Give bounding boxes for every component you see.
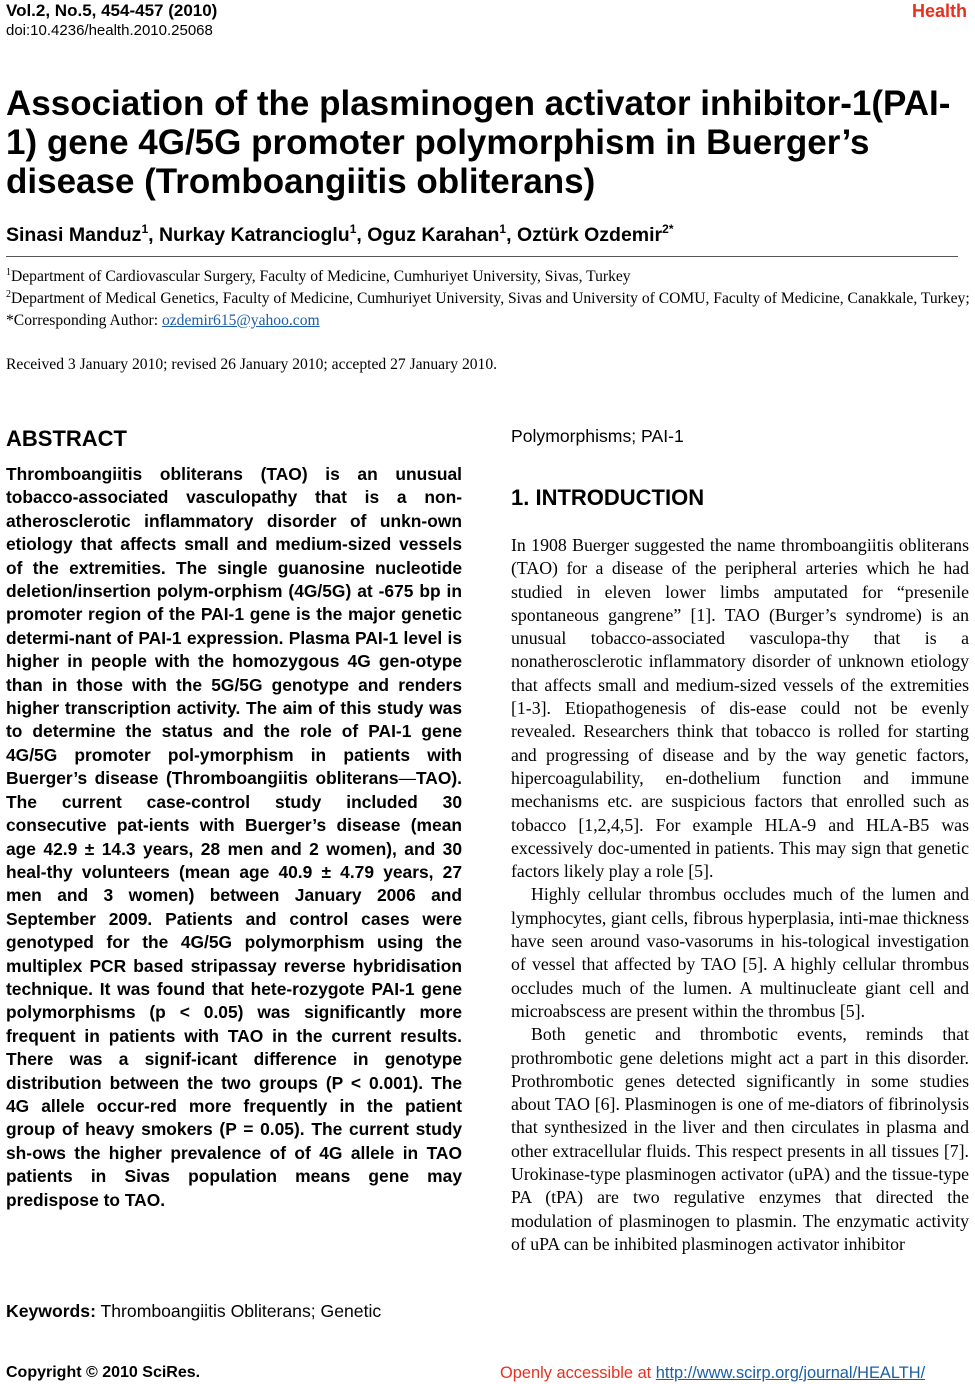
section-heading-introduction: 1. INTRODUCTION — [511, 485, 705, 510]
affiliation-2 — [6, 288, 974, 332]
author-name: Sinasi Manduz — [6, 224, 142, 246]
journal-volume: Vol.2, No.5, 454-457 (2010) — [6, 1, 218, 20]
received-dates: Received 3 January 2010; revised 26 January 2010; accepted 27 January 2010. — [6, 356, 498, 373]
affiliation-number: 1 — [6, 267, 11, 278]
introduction-body — [511, 534, 969, 1256]
abstract-text-part: Thromboangiitis obliterans (TAO) is an unusual tobacco-associated vasculopathy that is a non-atherosclerotic inflammatory disorder of unkn-own etiology that affects small and medium-sized vessels of the extremities. The single guanosine nucleotide deletion/insertion polym-orphism (4G/5G) at -675 bp in promoter region of the PAI-1 gene is the major genetic determi-nant of PAI-1 expression. Plasma PAI-1 level is higher in people with the homozygous 4G gen-otype than in those with the 5G/5G genotype and renders higher transcription activity. The aim of this study was to determine the status and the role of PAI-1 gene 4G/5G promoter pol-ymorphism in patients with Buerger’s disease (Thromboangiitis obliterans — [6, 464, 462, 789]
journal-name: Health — [911, 1, 967, 21]
affiliation-number: 2 — [6, 289, 11, 300]
author-list — [6, 222, 673, 248]
keywords-continued: Polymorphisms; PAI-1 — [511, 426, 684, 446]
corresponding-email-link[interactable]: ozdemir615@yahoo.com — [161, 312, 320, 329]
keywords — [6, 1299, 381, 1323]
author-separator: , — [148, 224, 159, 246]
doi: doi:10.4236/health.2010.25068 — [6, 22, 213, 39]
open-access-text: Openly accessible at — [500, 1364, 656, 1382]
author-affiliation-mark: 2* — [662, 222, 674, 236]
paper-title: Association of the plasminogen activator inhibitor-1(PAI-1) gene 4G/5G promoter polymorphism in Buerger’s disease (Tromboangiitis obliterans) — [6, 84, 951, 201]
author-affiliation-mark: 1 — [499, 222, 507, 236]
open-access-notice — [500, 1362, 925, 1384]
header-divider — [6, 256, 958, 257]
paragraph: Both genetic and thrombotic events, reminds that prothrombotic gene deletions might act a part in this disorder. Prothrombotic genes detected significantly in some studies about TAO [6]. Plasminogen is one of me-diators of fibrinolysis that synthesized in the liver and then circulates in plasma and other extracellular fluids. This respect presents in all tissues [7]. Urokinase-type plasminogen activator (uPA) and the tissue-type PA (tPA) are two regulative enzymes that directed the modulation of plasminogen to plasmin. The enzymatic activity of uPA can be inhibited plasminogen activator inhibitor — [511, 1024, 969, 1254]
author-name: Oztürk Ozdemir — [516, 224, 663, 246]
paragraph: In 1908 Buerger suggested the name thromboangiitis obliterans (TAO) for a disease of the peripheral arteries which he had studied in eleven lower limbs amputated for “presenile spontaneous gangrene” [1]. TAO (Burger’s syndrome) is an unusual tobacco-associated vasculopa-thy that is a nonatherosclerotic inflammatory disorder of unknown etiology that affects small and medium-sized vessels of the extremities [1-3]. Etiopathogenesis of dis-ease could not be evenly revealed. Researchers think that tobacco is rolled for starting and progressing of disease and by the way genetic factors, hipercoagulability, en-dothelium function and immune mechanisms etc. are suspicious factors that enrolled such as tobacco [1,2,4,5]. For example HLA-9 and HLA-B5 was excessively doc-umented in patients. This may sign that genetic factors likely play a role [5]. — [511, 535, 969, 882]
affiliations — [6, 266, 974, 332]
author-name: Oguz Karahan — [367, 224, 500, 246]
paragraph: Highly cellular thrombus occludes much of the lumen and lymphocytes, giant cells, fibrous hyperplasia, inti-mae thickness have seen around vaso-vasorums in his-tological investigation of vessel that affected by TAO [5]. A highly cellular thrombus occludes much of the lumen. A multinucleate giant cell and microabscess are present within the thrombus [5]. — [511, 884, 969, 1021]
keywords-label: Keywords: — [6, 1301, 96, 1321]
abstract-text-part: TAO). The current case-control study included 30 consecutive pat-ients with Buerger’s disease (mean age 42.9 ± 14.3 years, 28 men and 2 women), and 30 heal-thy volunteers (mean age 40.9 ± 4.79 years, 27 men and 3 women) between January 2006 and September 2009. Patients and control cases were genotyped for the 4G/5G polymorphism using the multiplex PCR based stripassay reverse hybridisation technique. It was found that hete-rozygote PAI-1 gene polymorphisms (p < 0.05) was significantly more frequent in patients with TAO in the current results. There was a signif-icant difference in genotype distribution between the two groups (P < 0.001). The 4G allele occur-red more frequently in the patient group of heavy smokers (P = 0.05). The current study sh-ows the higher prevalence of of 4G allele in TAO patients in Sivas population means gene may predispose to TAO. — [6, 768, 462, 1210]
copyright: Copyright © 2010 SciRes. — [6, 1364, 201, 1381]
abstract-text — [6, 463, 462, 1212]
author-affiliation-mark: 1 — [349, 222, 357, 236]
affiliation-text: Department of Medical Genetics, Faculty of Medicine, Cumhuriyet University, Sivas and University of COMU, Faculty of Medicine, Canakkale, Turkey; *Corresponding Author: — [6, 290, 970, 329]
abstract-dash: — — [398, 768, 416, 789]
affiliation-1 — [6, 266, 974, 288]
author-separator: , — [356, 224, 368, 246]
journal-url-link[interactable]: http://www.scirp.org/journal/HEALTH/ — [655, 1364, 926, 1382]
author-separator: , — [506, 224, 517, 246]
affiliation-text: Department of Cardiovascular Surgery, Faculty of Medicine, Cumhuriyet University, Sivas, Turkey — [11, 268, 631, 285]
author-name: Nurkay Katrancioglu — [158, 224, 350, 246]
keywords-text: Thromboangiitis Obliterans; Genetic — [95, 1301, 382, 1321]
author-affiliation-mark: 1 — [141, 222, 149, 236]
abstract-heading: ABSTRACT — [6, 426, 127, 451]
